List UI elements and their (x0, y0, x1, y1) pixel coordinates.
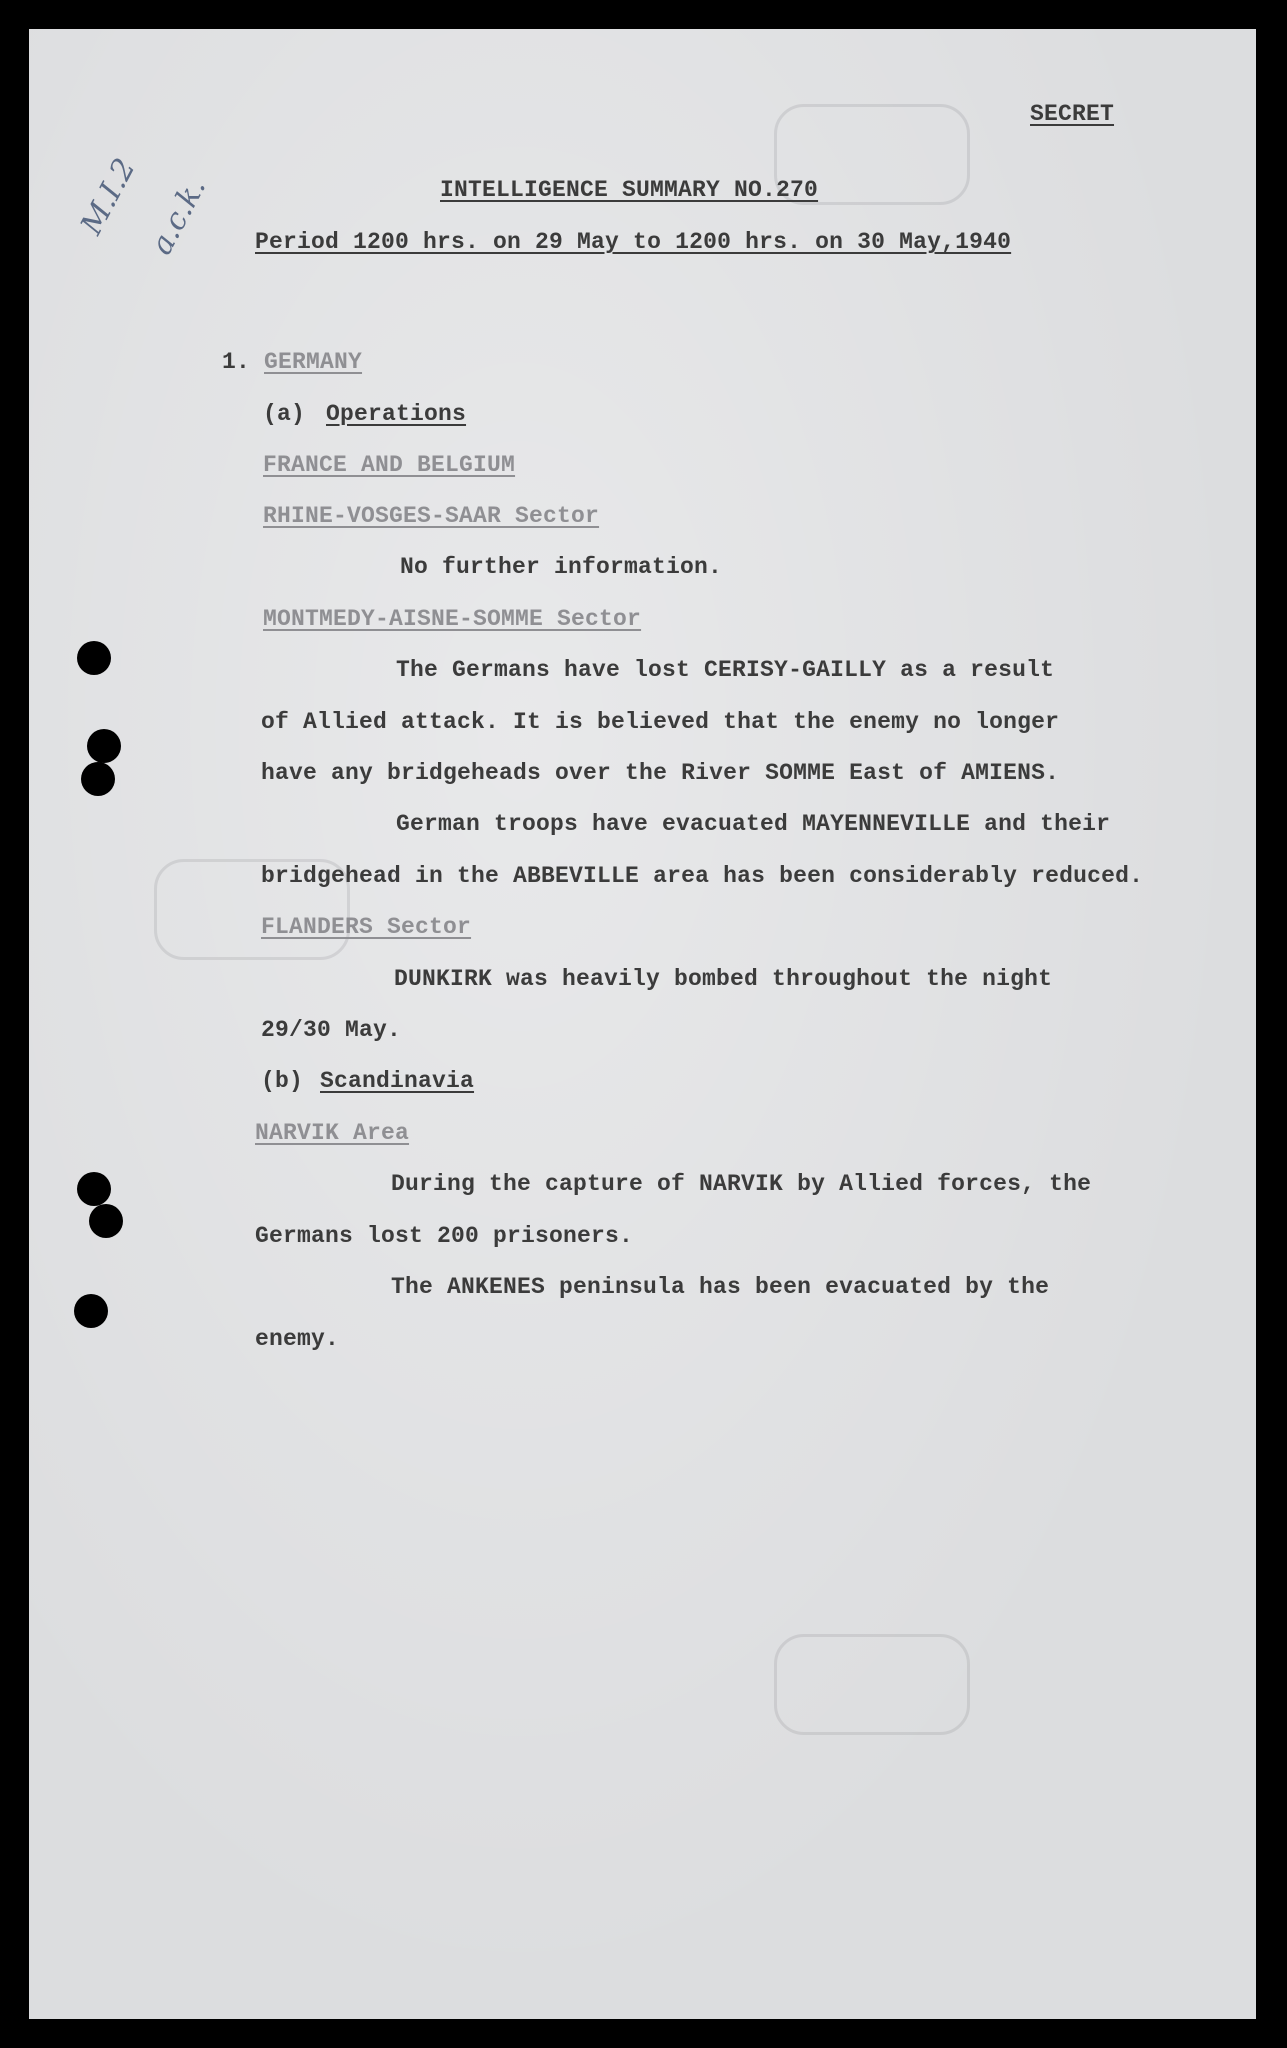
handwritten-annotation: M.I.2 (74, 152, 143, 241)
sector-heading: FLANDERS Sector (261, 914, 472, 940)
paragraph-line: No further information. (400, 554, 723, 580)
punch-hole (77, 641, 111, 675)
paragraph-line: bridgehead in the ABBEVILLE area has been considerably reduced. (261, 863, 1144, 889)
paragraph-line: The ANKENES peninsula has been evacuated by the (391, 1274, 1050, 1300)
paragraph-line: enemy. (255, 1326, 340, 1352)
subsection-label: (b) (261, 1068, 304, 1094)
paragraph-line: DUNKIRK was heavily bombed throughout the night (394, 966, 1053, 992)
section-heading: GERMANY (264, 349, 363, 375)
paragraph-line: Germans lost 200 prisoners. (255, 1223, 634, 1249)
theatre-heading: FRANCE AND BELGIUM (263, 452, 516, 478)
paragraph-line: German troops have evacuated MAYENNEVILLE and their (396, 811, 1111, 837)
subsection-heading: Operations (326, 401, 467, 427)
sector-heading: MONTMEDY-AISNE-SOMME Sector (263, 606, 642, 632)
section-number: 1. (222, 349, 251, 375)
paragraph-line: 29/30 May. (261, 1017, 402, 1043)
paragraph-line: of Allied attack. It is believed that the enemy no longer (261, 709, 1060, 735)
punch-hole (74, 1294, 108, 1328)
document-sheet (29, 29, 1256, 2019)
embossed-stamp (774, 1634, 970, 1735)
sector-heading: RHINE-VOSGES-SAAR Sector (263, 503, 600, 529)
subsection-label: (a) (263, 401, 306, 427)
punch-hole (87, 729, 121, 763)
punch-hole (77, 1172, 111, 1206)
classification-marking: SECRET (1030, 101, 1115, 127)
reporting-period: Period 1200 hrs. on 29 May to 1200 hrs. on 30 May,1940 (255, 229, 1012, 255)
paragraph-line: During the capture of NARVIK by Allied forces, the (391, 1171, 1092, 1197)
paragraph-line: have any bridgeheads over the River SOMME East of AMIENS. (261, 760, 1060, 786)
paragraph-line: The Germans have lost CERISY-GAILLY as a result (396, 657, 1055, 683)
subsection-heading: Scandinavia (320, 1068, 475, 1094)
area-heading: NARVIK Area (255, 1120, 410, 1146)
punch-hole (89, 1204, 123, 1238)
handwritten-annotation: a.c.k. (144, 172, 214, 261)
document-title: INTELLIGENCE SUMMARY NO.270 (440, 177, 819, 203)
punch-hole (81, 762, 115, 796)
